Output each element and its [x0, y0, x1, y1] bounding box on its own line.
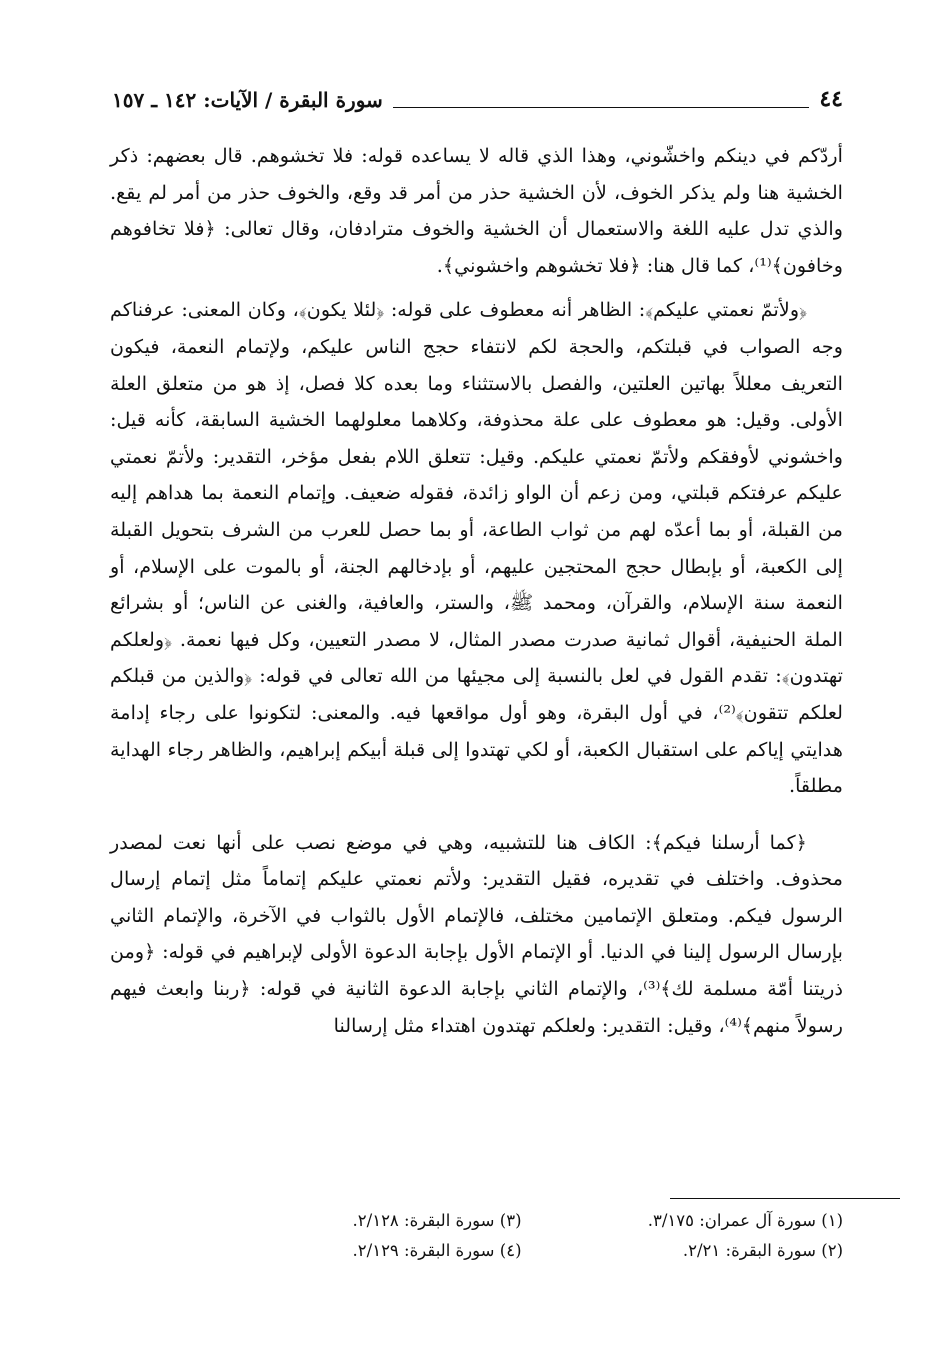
footnote-3: (٣) سورة البقرة: ٢/١٢٨.: [352, 1211, 522, 1230]
header-rule: [393, 107, 810, 108]
page-number: ٤٤: [819, 86, 843, 112]
footnote-2: (٢) سورة البقرة: ٢/٢١.: [682, 1241, 843, 1260]
main-text: [110, 138, 843, 1044]
footnote-4: (٤) سورة البقرة: ٢/١٢٩.: [352, 1241, 522, 1260]
footnotes-left-column: [200, 1206, 522, 1266]
paragraph-1: أردّكم في دينكم واخشّوني، وهذا الذي قاله لا يساعده قوله: فلا تخشوهم. قال بعضهم: ذكر الخشية هنا ولم يذكر الخوف، لأن الخشية حذر من أمر قد وقع، والخوف حذر من أمر لم يقع. والذي تدل عليه اللغة والاستعمال أن الخشية والخوف مترادفان، وقال تعالى: ﴿فلا تخافوهم وخافون﴾⁽¹⁾، كما قال هنا: ﴿فلا تخشوهم واخشوني﴾.: [110, 144, 843, 277]
running-header: [112, 82, 843, 114]
footnotes: [200, 1206, 843, 1266]
paragraph-2: ﴿ولأتمّ نعمتي عليكم﴾: الظاهر أنه معطوف على قوله: ﴿لئلا يكون﴾، وكان المعنى: عرفناكم وجه الصواب في قبلتكم، والحجة لكم لانتفاء حجج الناس عليكم، ولإتمام النعمة، فيكون التعريف معللاً بهاتين العلتين، والفصل بالاستثناء وما بعده كلا فصل، إذ هو من متعلق العلة الأولى. وقيل: هو معطوف على علة محذوفة، وكلاهما معلولهما الخشية السابقة، كأنه قيل: واخشوني لأوفقكم ولأتمّ نعمتي عليكم. وقيل: تتعلق اللام بفعل مؤخر، التقدير: ولأتمّ نعمتي عليكم عرفتكم قبلتي، ومن زعم أن الواو زائدة، فقوله ضعيف. وإتمام النعمة بما هداهم إليه من القبلة، أو بما أعدّه لهم من ثواب الطاعة، أو بما حصل للعرب من الشرف بتحويل القبلة إلى الكعبة، أو بإبطال حجج المحتجين عليهم، أو بإدخالهم الجنة، أو بالموت على الإسلام، أو النعمة سنة الإسلام، والقرآن، ومحمد ﷺ، والستر، والعافية، والغنى عن الناس؛ أو بشرائع الملة الحنيفية، أقوال ثمانية صدرت مصدر المثال، لا مصدر التعيين، وكل فيها نعمة. ﴿ولعلكم تهتدون﴾: تقدم القول في لعل بالنسبة إلى مجيئها من الله تعالى في قوله: ﴿والذين من قبلكم لعلكم تتقون﴾⁽²⁾، في أول البقرة، وهو أول مواقعها فيه. والمعنى: لتكونوا على رجاء إدامة هدايتي إياكم على استقبال الكعبة، أو لكي تهتدوا إلى قبلة أبيكم إبراهيم، والظاهر رجاء الهداية مطلقاً.: [110, 298, 843, 798]
footnotes-right-column: [522, 1206, 844, 1266]
footnote-rule: [670, 1198, 900, 1199]
paragraph-3: ﴿كما أرسلنا فيكم﴾: الكاف هنا للتشبيه، وهي في موضع نصب على أنها نعت لمصدر محذوف. واختلف في تقديره، فقيل التقدير: ولأتم نعمتي عليكم إتماماً مثل إتمام إرسال الرسول فيكم. ومتعلق الإتمامين مختلف، فالإتمام الأول بالثواب في الآخرة، والإتمام الثاني بإرسال الرسول إلينا في الدنيا. أو الإتمام الأول بإجابة الدعوة الأولى لإبراهيم في قوله: ﴿ومن ذريتنا أمّة مسلمة لك﴾⁽³⁾، والإتمام الثاني بإجابة الدعوة الثانية في قوله: ﴿ربنا وابعث فيهم رسولاً منهم﴾⁽⁴⁾، وقيل: التقدير: ولعلكم تهتدون اهتداء مثل إرسالنا: [110, 830, 843, 1037]
footnote-1: (١) سورة آل عمران: ٣/١٧٥.: [647, 1211, 843, 1230]
running-title: سورة البقرة / الآيات: ١٤٢ ـ ١٥٧: [112, 88, 383, 112]
